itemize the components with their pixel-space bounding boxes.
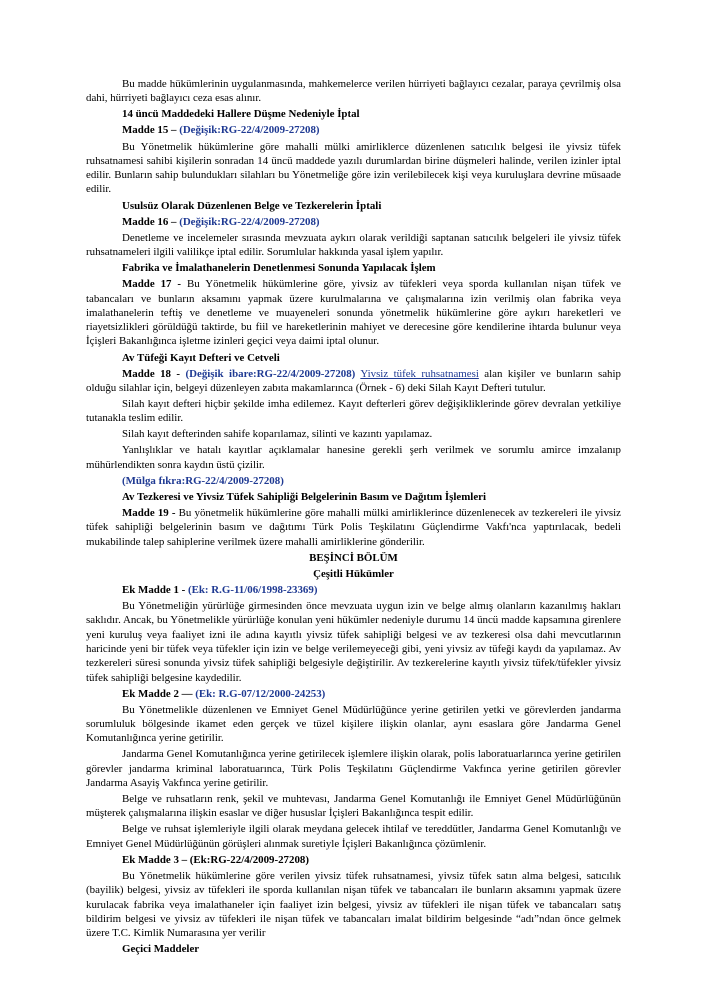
article-number: Madde 18 - [122, 367, 181, 380]
amendment-note: (Değişik:RG-22/4/2009-27208) [179, 124, 320, 137]
article-number: Ek Madde 1 - [122, 583, 186, 596]
article-number: Madde 15 [122, 124, 169, 137]
article-19-text: Bu yönetmelik hükümlerine göre mahalli mülki amirliklerince düzenlenecek av tezkereleri ile yivsiz tüfek sahipliği belgelerinin basım ve dağıtımı Türk Polis Teşkilatını Güçlendirme Vakfı'nca yaptırılacak, bedeli mukabilinde talep sahiplerine verilmek üzere mahalli amirliklerine gönderilir. [86, 507, 621, 548]
additional-article-2-paragraph-4: Belge ve ruhsat işlemleriyle ilgili olarak meydana gelecek ihtilaf ve tereddütler, Jandarma Genel Komutanlığı ve Emniyet Genel Müdürlüğünün görüşleri alınmak suretiyle İçişleri Bakanlığınca çözümlenir. [86, 823, 621, 850]
article-16-heading [86, 215, 621, 229]
heading-register-book: Av Tüfeği Kayıt Defteri ve Cetveli [122, 351, 280, 364]
article-15-heading [86, 123, 621, 137]
additional-article-2-paragraph-3: Belge ve ruhsatların renk, şekil ve muhtevası, Jandarma Genel Komutanlığı ile Emniyet Genel Müdürlüğünün müşterek çalışmalarına ilişkin esaslar ve diğer hususlar İçişleri Bakanlığınca tespit edilir. [86, 793, 621, 820]
additional-article-2-paragraph-2: Jandarma Genel Komutanlığınca yerine getirilecek işlemlere ilişkin olarak, polis laboratuarlarınca yerine getirilen görevler jandarma kriminal laboratuarınca, Türk Polis Teşkilatını Güçlendirme Vakfınca yerine getirilen görevler Jandarma Asayiş Vakfınca yerine getirilir. [86, 748, 621, 789]
article-19-paragraph [86, 506, 621, 549]
additional-article-2-heading [86, 687, 621, 701]
heading-temporary-articles: Geçici Maddeler [122, 943, 200, 956]
amendment-note: (Ek: R.G-11/06/1998-23369) [187, 583, 318, 596]
amendment-note: (Değişik ibare:RG-22/4/2009-27208) [185, 367, 356, 380]
amendment-note: (Ek: R.G-07/12/2000-24253) [195, 687, 326, 700]
article-18-paragraph-2: Silah kayıt defteri hiçbir şekilde imha edilemez. Kayıt defterleri görev değişikliklerinde görev devralan yetkiliye tutanakla teslim edilir. [86, 398, 621, 425]
additional-article-3-heading: Ek Madde 3 – (Ek:RG-22/4/2009-27208) [122, 853, 309, 866]
article-18-paragraph-4: Yanlışlıklar ve hatalı kayıtlar açıklamalar hanesine gerekli şerh verilmek ve sorumlu amirce imzalanıp mühürlendikten sonra kaydın üstü çizilir. [86, 444, 621, 471]
amended-phrase: Yivsiz tüfek ruhsatnamesi [360, 367, 479, 380]
separator: – [168, 215, 180, 228]
article-number: Madde 17 - [122, 278, 182, 291]
article-number: Madde 19 - [122, 507, 176, 520]
additional-article-1-text: Bu Yönetmeliğin yürürlüğe girmesinden önce mevzuata uygun izin ve belge almış olanların kazanılmış hakları saklıdır. Ancak, bu Yönetmelikle yürürlüğe konulan yeni hükümler nedeniyle durumu 14 üncü madde kapsamına girenlere yeni kuruluş veya faaliyet izni ile adına kayıtlı yivsiz tüfek sahipliği belgesi ve av tezkeresi olsa dahi mevcutlarının haricinde yeni bir tüfek veya tüfekler için izin ve belge verilemeyeceği gibi, yeni yivsiz av tüfeği kaydı da yapılamaz. Av tezkereleri süresi sonunda yivsiz tüfek sahipliği belgesiyle değiştirilir. Av tezkerelerine kayıtlı yivsiz tüfek/tüfekler yivsiz tüfek sahipliği belgesine kaydedilir. [86, 600, 621, 684]
article-18-text: alan kişiler ve bunların sahip olduğu silahlar için, belgeyi düzenleyen zabıta makamlarınca (Örnek - 6) deki Silah Kayıt Defteri tutulur. [86, 367, 621, 394]
repealed-paragraph-note: (Mülga fıkra:RG-22/4/2009-27208) [122, 474, 284, 487]
paragraph-intro: Bu madde hükümlerinin uygulanmasında, mahkemelerce verilen hürriyeti bağlayıcı cezalar, paraya çevrilmiş olsa dahi, hürriyeti bağlayıcı ceza esas alınır. [86, 78, 621, 105]
heading-irregular-documents: Usulsüz Olarak Düzenlenen Belge ve Tezkerelerin İptali [122, 199, 382, 212]
additional-article-1-heading [86, 583, 621, 597]
article-18-paragraph [86, 367, 621, 396]
additional-article-2-text: Bu Yönetmelikle düzenlenen ve Emniyet Genel Müdürlüğünce yerine getirilen yetki ve görevlerden jandarma sorumluluk bölgesinde ikamet eden gerçek ve tüzel kişilere ilişkin olanlar, aynı esaslara göre Jandarma Genel Komutanlığınca yerine getirilir. [86, 703, 621, 745]
chapter-title: BEŞİNCİ BÖLÜM [309, 551, 398, 564]
separator: – [168, 124, 180, 137]
additional-article-3-text: Bu Yönetmelik hükümlerine göre verilen yivsiz tüfek ruhsatnamesi, yivsiz tüfek satın alma belgesi, satıcılık (bayilik) belgesi, yivsiz av tüfekleri ile sporda kullanılan nişan tüfek ve tabancaları ile bunların aksamını yapmak üzere kurulacak fabrika veya imalathaneler için faaliyet izin belgesi, yivsiz av tüfekleri ile nişan tüfek ve tabancaları satış bildirim belgesi ve yivsiz av tüfekleri ile nişan tüfek ve tabancaları imalat bildirim belgesinde “adı”ndan önce gelmek üzere T.C. Kimlik Numarasına yer verilir [86, 869, 621, 940]
chapter-subtitle: Çeşitli Hükümler [313, 567, 394, 580]
article-number: Ek Madde 2 — [122, 687, 193, 700]
heading-printing-distribution: Av Tezkeresi ve Yivsiz Tüfek Sahipliği Belgelerinin Basım ve Dağıtım İşlemleri [122, 490, 487, 503]
article-17-text: Bu Yönetmelik hükümlerine göre, yivsiz av tüfekleri veya sporda kullanılan nişan tüfek ve tabancaları ve bunların aksamını yapmak üzere kurulmalarına ve çalışmalarına izin verilmiş olan fabrika veya imalathanelerin teftiş ve denetleme ve muayeneleri sonunda yönetmelik hükümlerine göre aykırı hareketleri ve riayetsizlikleri görüldüğü taktirde, bu fiil ve hareketlerinin mahiyet ve derecesine göre kendilerine ihtarda bulunur veya İçişleri Bakanlığınca işletme izinleri geçici veya daimi iptal olunur. [86, 278, 621, 348]
amendment-note: (Değişik:RG-22/4/2009-27208) [179, 215, 320, 228]
article-number: Madde 16 [122, 215, 169, 228]
heading-article-14-cancellation: 14 üncü Maddedeki Hallere Düşme Nedeniyle İptal [122, 108, 360, 121]
article-15-text: Bu Yönetmelik hükümlerine göre mahalli mülki amirliklerce düzenlenen satıcılık belgesi ile yivsiz tüfek ruhsatnamesi sahibi kişilerin sonradan 14 üncü maddede yazılı durumlardan birine düşmeleri halinde, verilen izinler iptal edilir. Bunların sahip bulundukları silahları bu Yönetmeliğe göre izin verilebilecek kişi veya kuruluşlara devrine müsaade edilir. [86, 140, 621, 196]
article-16-text: Denetleme ve incelemeler sırasında mevzuata aykırı olarak verildiği saptanan satıcılık belgeleri ile yivsiz tüfek ruhsatnameleri ilgili valilikçe iptal edilir. Sorumlular hakkında yasal işlem yapılır. [86, 231, 621, 259]
heading-factory-inspection: Fabrika ve İmalathanelerin Denetlenmesi Sonunda Yapılacak İşlem [122, 262, 436, 275]
article-17-paragraph [86, 277, 621, 348]
article-18-paragraph-3: Silah kayıt defterinden sahife koparılamaz, silinti ve kazıntı yapılamaz. [122, 428, 433, 441]
